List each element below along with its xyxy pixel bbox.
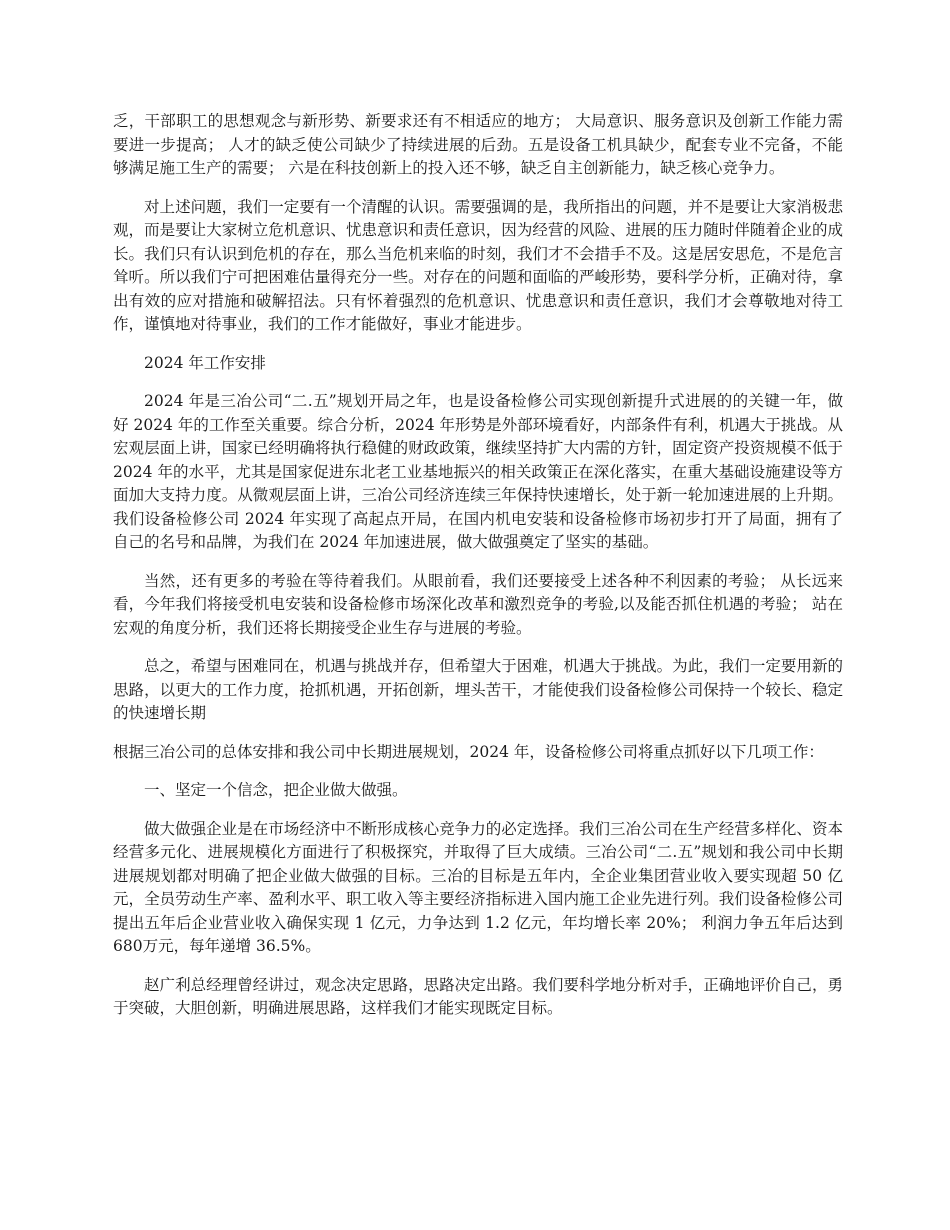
paragraph-problems-continued: 乏，干部职工的思想观念与新形势、新要求还有不相适应的地方； 大局意识、服务意识及创新工作能力需要进一步提高； 人才的缺乏使公司缺少了持续进展的后劲。五是设备工机具缺少，配套专业不完备，不能够满足施工生产的需要； 六是在科技创新上的投入还不够，缺乏自主创新能力，缺乏核心竞争力。 [113, 112, 843, 177]
paragraph-grow-stronger: 做大做强企业是在市场经济中不断形成核心竞争力的必定选择。我们三冶公司在生产经营多样化、资本经营多元化、进展规模化方面进行了积极探究，并取得了巨大成绩。三冶公司“二.五”规划和我公司中长期进展规划都对明确了把企业做大做强的目标。三冶的目标是五年内，全企业集团营业收入要实现超 50 亿元，全员劳动生产率、盈利水平、职工收入等主要经济指标进入国内施工企业先进行列。我们设备检修公司提出五年后企业营业收入确保实现 1 亿元，力争达到 1.2 亿元，年均增长率 20%； 利润力争五年后达到 680万元，每年递增 36.5%。 [113, 819, 843, 955]
paragraph-challenges: 当然，还有更多的考验在等待着我们。从眼前看，我们还要接受上述各种不利因素的考验； 从长远来看，今年我们将接受机电安装和设备检修市场深化改革和激烈竞争的考验,以及能否抓住机遇的考验； 站在宏观的角度分析，我们还将长期接受企业生存与进展的考验。 [113, 571, 843, 637]
paragraph-crisis-awareness: 对上述问题，我们一定要有一个清醒的认识。需要强调的是，我所指出的问题，并不是要让大家消极悲观，而是要让大家树立危机意识、忧患意识和责任意识，因为经营的风险、进展的压力随时伴随着企业的成长。我们只有认识到危机的存在，那么当危机来临的时刻，我们才不会措手不及。这是居安思危，不是危言耸听。所以我们宁可把困难估量得充分一些。对存在的问题和面临的严峻形势，要科学分析，正确对待，拿出有效的应对措施和破解招法。只有怀着强烈的危机意识、忧患意识和责任意识，我们才会尊敬地对待工作，谨慎地对待事业，我们的工作才能做好，事业才能进步。 [113, 197, 843, 333]
paragraph-key-work-intro: 根据三冶公司的总体安排和我公司中长期进展规划，2024 年，设备检修公司将重点抓好以下几项工作： [113, 742, 824, 761]
paragraph-mindset: 赵广利总经理曾经讲过，观念决定思路，思路决定出路。我们要科学地分析对手，正确地评价自己，勇于突破，大胆创新，明确进展思路，这样我们才能实现既定目标。 [113, 975, 843, 1017]
subheading-firm-belief: 一、坚定一个信念，把企业做大做强。 [144, 781, 408, 799]
paragraph-summary: 总之，希望与困难同在，机遇与挑战并存，但希望大于困难，机遇大于挑战。为此，我们一定要用新的思路，以更大的工作力度，抢抓机遇，开拓创新，埋头苦干，才能使我们设备检修公司保持一个较长、稳定的快速增长期 [113, 657, 843, 722]
section-heading-2024-plan: 2024 年工作安排 [144, 353, 266, 372]
paragraph-2024-situation: 2024 年是三冶公司“二.五”规划开局之年，也是设备检修公司实现创新提升式进展的的关键一年，做好 2024 年的工作至关重要。综合分析，2024 年形势是外部环境看好，内部条件有利，机遇大于挑战。从宏观层面上讲，国家已经明确将执行稳健的财政政策，继续坚持扩大内需的方针，固定资产投资规模不低于 2024 年的水平，尤其是国家促进东北老工业基地振兴的相关政策正在深化落实，在重大基础设施建设等方面加大支持力度。从微观层面上讲，三冶公司经济连续三年保持快速增长，处于新一轮加速进展的上升期。我们设备检修公司 2024 年实现了高起点开局，在国内机电安装和设备检修市场初步打开了局面，拥有了自己的名号和品牌，为我们在 2024 年加速进展，做大做强奠定了坚实的基础。 [113, 392, 843, 551]
document-body [113, 110, 843, 1036]
